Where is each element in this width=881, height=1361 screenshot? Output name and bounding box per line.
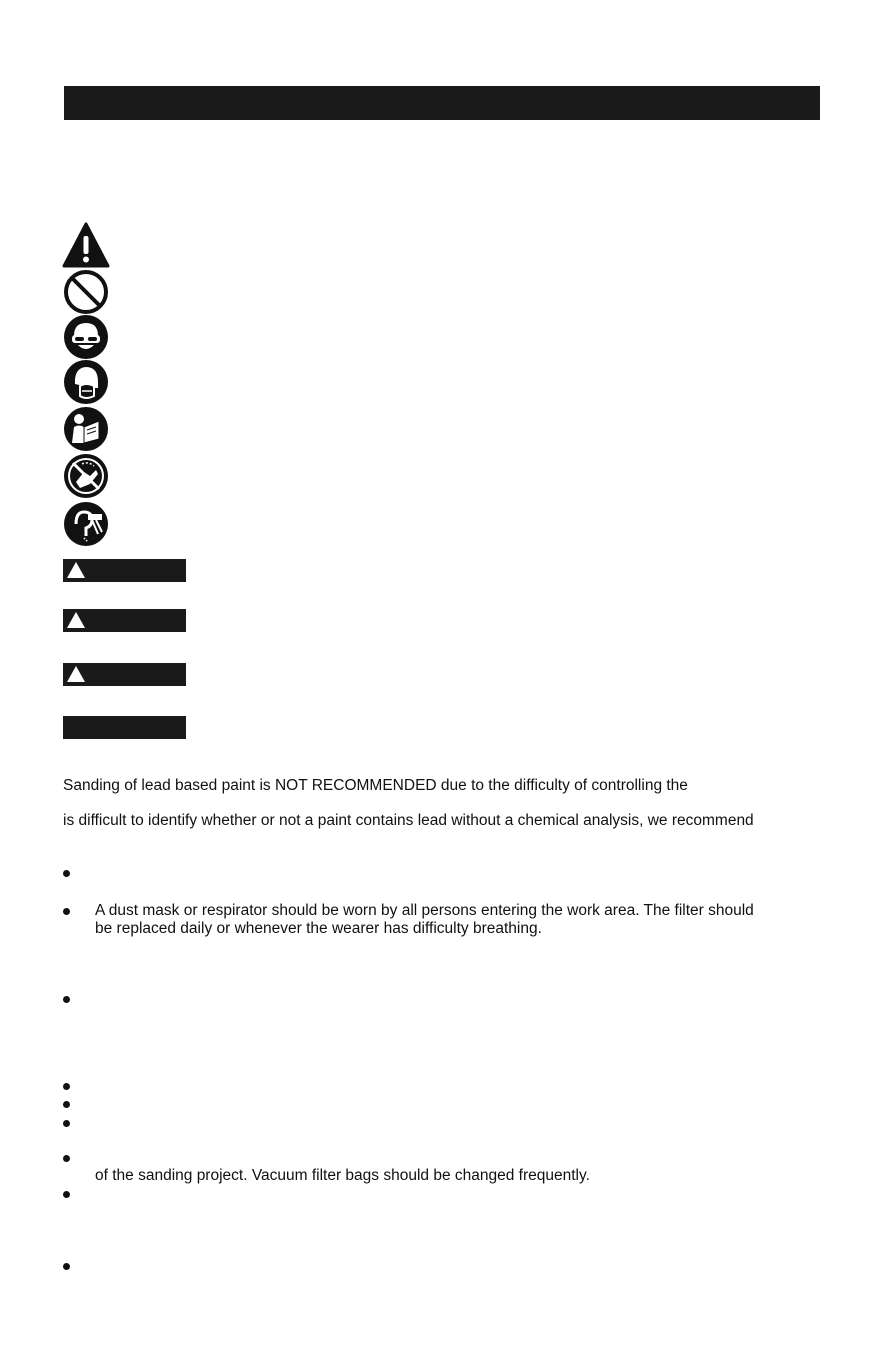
bullet-marker: [63, 1083, 70, 1090]
bullet-marker: [63, 908, 70, 915]
eye-protection-icon: [62, 313, 110, 361]
section-header-bar: [64, 86, 820, 120]
read-manual-icon: [62, 405, 110, 453]
bullet-marker: [63, 1101, 70, 1108]
lead-paint-line-2: is difficult to identify whether or not a paint contains lead without a chemical analysis, we recommend: [63, 812, 754, 829]
signal-word-bar: [63, 663, 186, 686]
warning-triangle-icon: [67, 612, 85, 628]
bullet-marker: [63, 1191, 70, 1198]
do-not-touch-icon: [62, 452, 110, 500]
signal-word-bar: [63, 559, 186, 582]
bullet-marker: [63, 996, 70, 1003]
signal-word-bar: [63, 609, 186, 632]
warning-triangle-icon: [62, 222, 110, 270]
bullet-marker: [63, 1155, 70, 1162]
warning-triangle-icon: [67, 666, 85, 682]
warning-triangle-icon: [67, 562, 85, 578]
respirator-icon: [62, 358, 110, 406]
signal-word-bar: [63, 716, 186, 739]
hearing-protection-icon: [62, 500, 110, 548]
lead-paint-line-1: Sanding of lead based paint is NOT RECOMMENDED due to the difficulty of controlling the: [63, 777, 688, 794]
bullet-text-dust-mask-1: A dust mask or respirator should be worn by all persons entering the work area. The filter should: [95, 902, 754, 919]
bullet-text-dust-mask-2: be replaced daily or whenever the wearer has difficulty breathing.: [95, 920, 542, 937]
bullet-marker: [63, 870, 70, 877]
bullet-text-vacuum: of the sanding project. Vacuum filter bags should be changed frequently.: [95, 1167, 590, 1184]
prohibition-icon: [62, 268, 110, 316]
bullet-marker: [63, 1263, 70, 1270]
bullet-marker: [63, 1120, 70, 1127]
